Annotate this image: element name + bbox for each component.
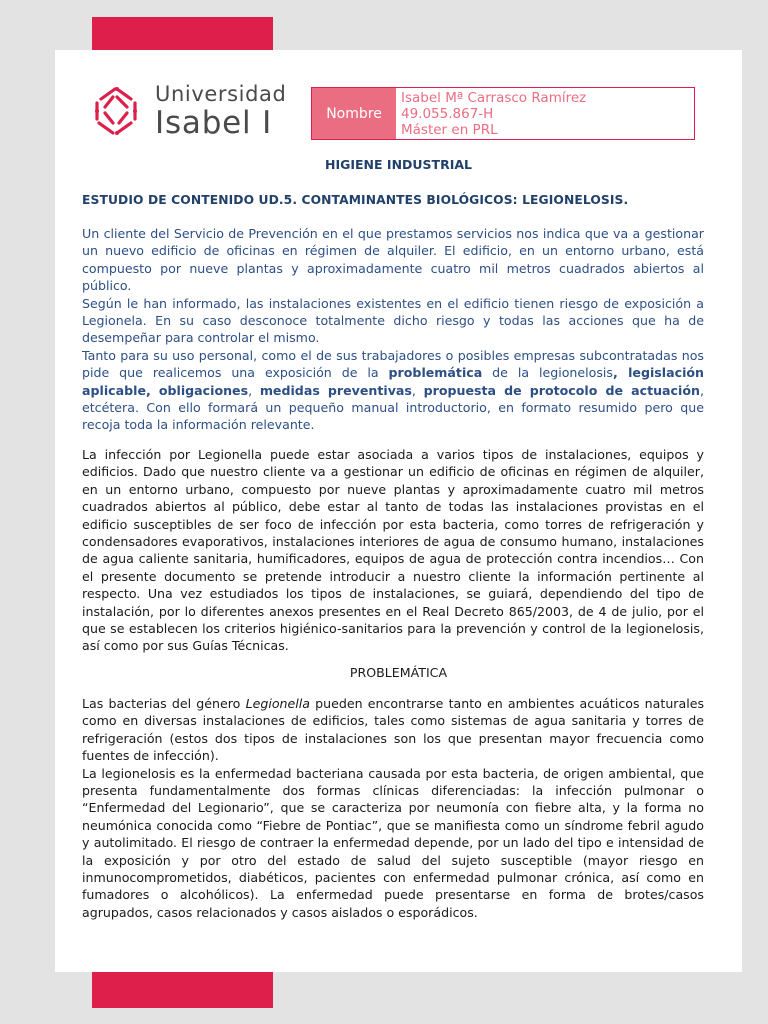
section-title-problematica: PROBLEMÁTICA [349, 665, 448, 680]
statement-paragraph-2: Según le han informado, las instalaciones existentes en el edificio tienen riesgo de exposición a Legionela. En su caso desconoce totalmente dicho riesgo y todas las acciones que ha de desempeñar para controlar el mismo. [82, 295, 704, 346]
assignment-statement [82, 225, 704, 434]
logo-emblem-icon [91, 85, 143, 137]
problem-section [82, 695, 704, 921]
student-info-box [311, 87, 695, 140]
statement-highlight: propuesta de protocolo de actuación [423, 382, 700, 398]
genus-name: Legionella [245, 696, 310, 711]
bottom-accent-bar [92, 972, 273, 1008]
statement-paragraph-1: Un cliente del Servicio de Prevención en el que prestamos servicios nos indica que va a gestionar un nuevo edificio de oficinas en régimen de alquiler. El edificio, en un entorno urbano, está compuesto por nueve plantas y aproximadamente cuatro mil metros cuadrados abiertos al público. [82, 226, 704, 294]
problem-text: Las bacterias del género [82, 696, 246, 711]
unit-title: ESTUDIO DE CONTENIDO UD.5. CONTAMINANTES BIOLÓGICOS: LEGIONELOSIS. [82, 193, 629, 207]
intro-paragraph: La infección por Legionella puede estar asociada a varios tipos de instalaciones, equipos y edificios. Dado que nuestro cliente va a gestionar un edificio de oficinas en régimen de alquiler, en un entorno urbano, compuesto por nueve plantas y aproximadamente cuatro mil metros cuadrados abiertos al público, debe estar al tanto de todas las instalaciones provistas en el edificio susceptibles de ser foco de infección por esta bacteria, como torres de refrigeración y condensadores evaporativos, instalaciones interiores de agua de consumo humano, instalaciones de agua caliente sanitaria, humificadores, equipos de agua de protección contra incendios… Con el presente documento se pretende introducir a nuestro cliente la información pertinente al respecto. Una vez estudiados los tipos de instalaciones, se guiará, dependiendo del tipo de instalación, por lo diferentes anexos presentes en el Real Decreto 865/2003, de 4 de julio, por el que se establecen los criterios higiénico-sanitarios para la prevención y control de la legionelosis, así como por sus Guías Técnicas. [82, 447, 704, 654]
top-accent-bar [92, 17, 273, 53]
problem-paragraph-2: La legionelosis es la enfermedad bacteriana causada por esta bacteria, de origen ambiental, que presenta fundamentalmente dos formas clínicas diferenciadas: la infección pulmonar o “Enfermedad del Legionario”, que se caracteriza por neumonía con fiebre alta, y la forma no neumónica conocida como “Fiebre de Pontiac”, que se manifiesta como un síndrome febril agudo y autolimitado. El riesgo de contraer la enfermedad depende, por un lado del tipo e intensidad de la exposición y por otro del estado de salud del sujeto susceptible (mayor riesgo en inmunocomprometidos, diabéticos, pacientes con enfermedad pulmonar crónica, así como en fumadores o alcohólicos). La enfermedad puede presentarse en forma de brotes/casos agrupados, casos relacionados y casos aislados o esporádicos. [82, 765, 704, 920]
university-logo [91, 82, 286, 140]
logo-wordmark-top: Universidad [155, 82, 287, 106]
student-name: Isabel Mª Carrasco Ramírez [401, 89, 587, 106]
statement-highlight: , legislación aplicable, obligaciones [82, 365, 704, 398]
student-id: 49.055.867-H [401, 105, 494, 122]
statement-text: , [248, 382, 260, 398]
statement-paragraph-3 [82, 347, 704, 434]
logo-wordmark-bottom: Isabel I [155, 105, 273, 141]
statement-text: , [411, 382, 424, 398]
statement-text: Tanto para su uso personal, como el de sus trabajadores o posibles empresas subcontratadas nos pide que realicemos una exposición de la [82, 347, 704, 381]
name-label: Nombre [312, 88, 396, 139]
statement-text: , etcétera. Con ello formará un pequeño manual introductorio, en formato resumido pero que recoja toda la información relevante. [82, 382, 704, 433]
problem-text: pueden encontrarse tanto en ambientes acuáticos naturales como en diversas instalaciones de edificios, tales como sistemas de agua sanitaria y torres de refrigeración (estos dos tipos de instalaciones son los que presentan mayor frecuencia como fuentes de infección). [82, 696, 705, 764]
document-subject: HIGIENE INDUSTRIAL [325, 157, 472, 172]
program-name: Máster en PRL [401, 121, 498, 138]
problem-paragraph-1 [82, 695, 704, 765]
statement-highlight: problemática [388, 365, 483, 381]
statement-highlight: medidas preventivas [259, 382, 412, 398]
document-page [55, 50, 742, 972]
statement-text: de la legionelosis [482, 365, 613, 381]
